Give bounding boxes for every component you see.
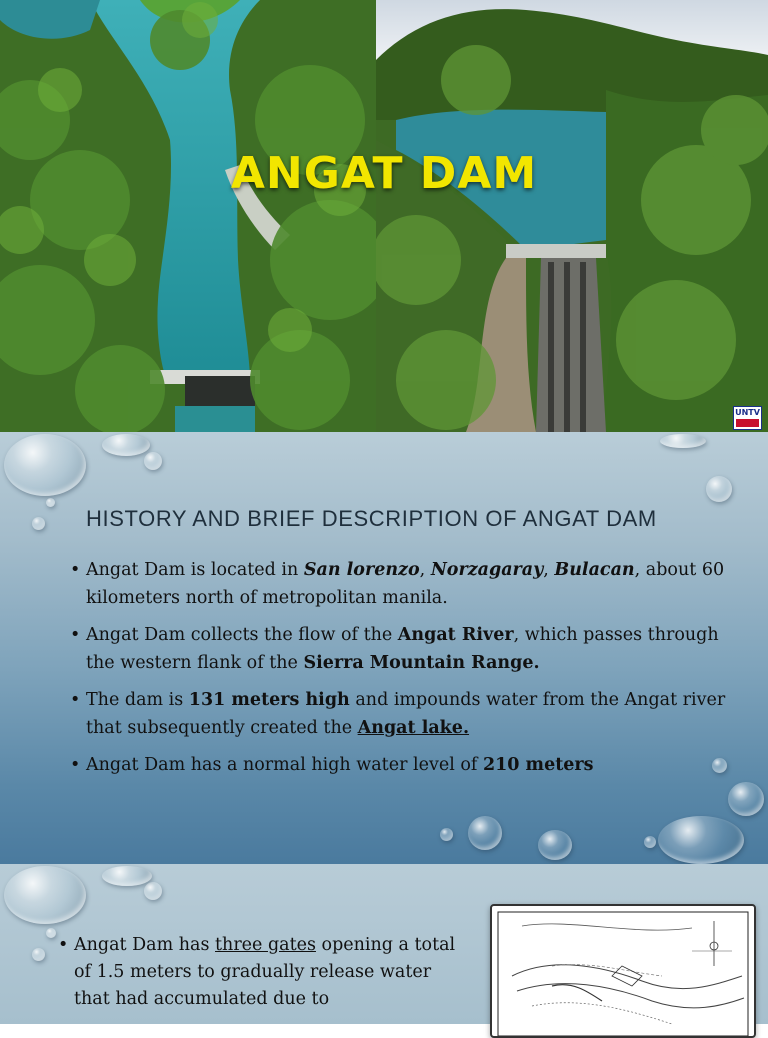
water-drop-decoration <box>440 828 453 841</box>
list-item: • Angat Dam has three gates opening a total of 1.5 meters to gradually release water that had accumulated due to <box>58 932 458 1013</box>
untv-logo <box>733 406 762 430</box>
water-level-text: 210 meters <box>482 755 594 775</box>
sierra-range-text: Sierra Mountain Range. <box>303 653 540 673</box>
list-item: • Angat Dam has a normal high water level of 210 meters <box>70 751 750 779</box>
location-san-lorenzo: San lorenzo <box>303 560 420 580</box>
slide-title: ANGAT DAM <box>230 148 538 199</box>
water-drop-decoration <box>660 434 706 448</box>
water-drop-decoration <box>538 830 572 860</box>
three-gates-text: three gates <box>215 935 316 955</box>
water-drop-decoration <box>706 476 732 502</box>
angat-lake-text: Angat lake. <box>357 718 470 738</box>
dam-aerial-photo-left <box>0 0 376 432</box>
title-slide <box>0 0 768 432</box>
list-item: • Angat Dam is located in San lorenzo, Norzagaray, Bulacan, about 60 kilometers north of metropolitan manila. <box>70 556 750 612</box>
water-drop-decoration <box>102 866 152 886</box>
water-drop-decoration <box>644 836 656 848</box>
untv-logo-bar <box>736 419 759 427</box>
water-drop-decoration <box>32 948 45 961</box>
water-drop-decoration <box>32 517 45 530</box>
list-item: • The dam is 131 meters high and impounds water from the Angat river that subsequently created the Angat lake. <box>70 686 750 742</box>
water-drop-decoration <box>4 434 86 496</box>
dam-site-plan-diagram <box>490 904 756 1038</box>
water-drop-decoration <box>144 452 162 470</box>
dam-height-text: 131 meters high <box>188 690 350 710</box>
water-drop-decoration <box>658 816 744 864</box>
water-drop-decoration <box>46 498 55 507</box>
water-drop-decoration <box>4 866 86 924</box>
untv-logo-text: UNTV <box>735 408 760 417</box>
angat-river-text: Angat River <box>397 625 514 645</box>
description-bullet-list <box>70 556 750 788</box>
location-bulacan: Bulacan <box>554 560 635 580</box>
water-drop-decoration <box>468 816 502 850</box>
gates-bullet-list <box>58 932 458 1013</box>
list-item: • Angat Dam collects the flow of the Angat River, which passes through the western flank of the Sierra Mountain Range. <box>70 621 750 677</box>
dam-aerial-photo-right <box>376 0 768 432</box>
water-drop-decoration <box>102 434 150 456</box>
section-heading: HISTORY AND BRIEF DESCRIPTION OF ANGAT DAM <box>86 506 657 531</box>
water-drop-decoration <box>46 928 56 938</box>
water-drop-decoration <box>144 882 162 900</box>
location-norzagaray: Norzagaray <box>430 560 544 580</box>
